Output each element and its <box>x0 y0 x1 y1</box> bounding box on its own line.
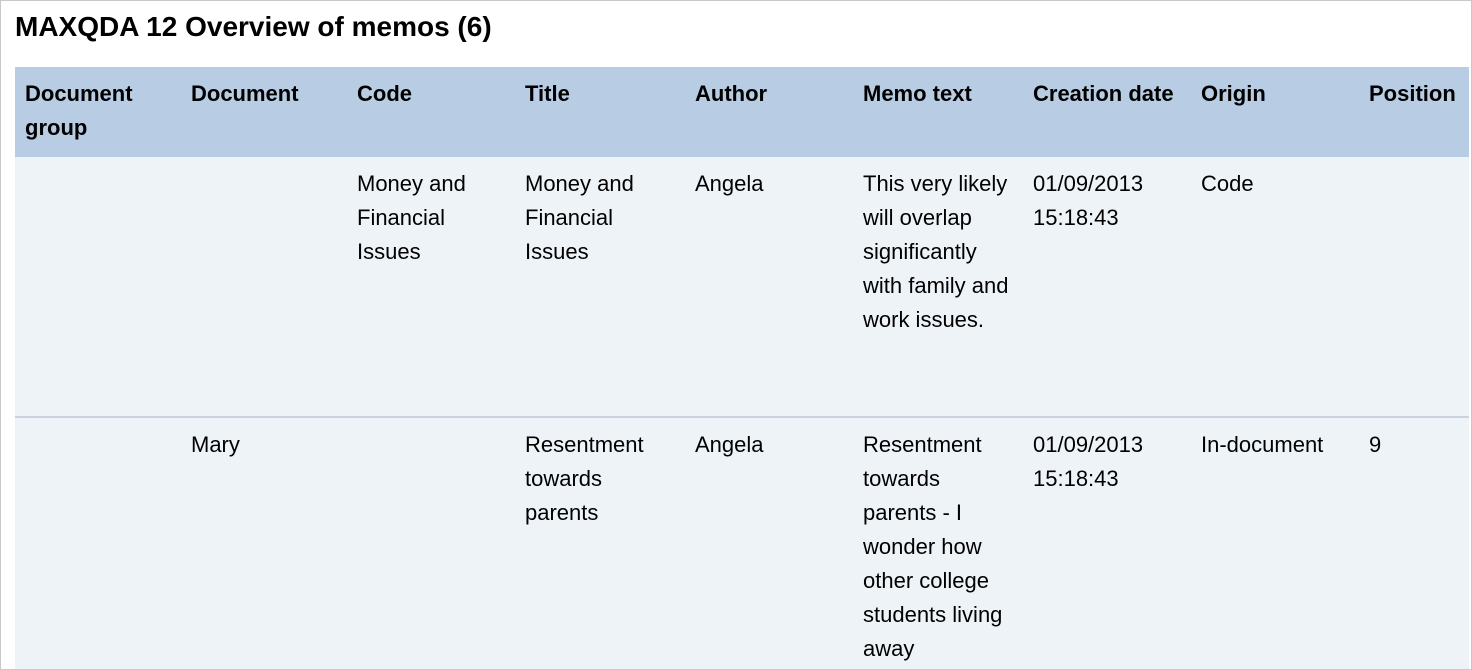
column-header-code[interactable]: Code <box>357 81 412 106</box>
cell-position <box>1359 157 1469 417</box>
column-header-position[interactable]: Position <box>1369 81 1456 106</box>
cell-author: Angela <box>685 157 853 417</box>
column-header-creation-date[interactable]: Creation date <box>1033 81 1174 106</box>
cell-author: Angela <box>695 432 764 457</box>
cell-memo-text: This very likely will overlap significantly with family and work issues. <box>853 157 1023 417</box>
column-header-title[interactable]: Title <box>525 81 570 106</box>
column-header-origin[interactable]: Origin <box>1201 81 1266 106</box>
memo-table-container <box>15 67 1469 670</box>
cell-position: 9 <box>1369 432 1382 457</box>
cell-origin: In-document <box>1201 432 1324 457</box>
cell-document-group <box>15 157 181 417</box>
cell-code: Money and Financial Issues <box>347 157 515 417</box>
column-header-memo-text[interactable]: Memo text <box>863 81 972 106</box>
column-header-document-group[interactable]: Document group <box>25 81 133 140</box>
column-header-document[interactable]: Document <box>191 81 299 106</box>
memo-table <box>15 67 1469 670</box>
cell-creation-date: 01/09/2013 15:18:43 <box>1023 157 1191 417</box>
cell-title: Money and Financial Issues <box>515 157 685 417</box>
table-row[interactable] <box>15 417 1469 670</box>
cell-creation-date: 01/09/2013 15:18:43 <box>1033 432 1144 491</box>
cell-document <box>181 157 347 417</box>
cell-code <box>347 417 515 670</box>
cell-memo-text: Resentment towards parents - I wonder how other college students living away <box>863 432 1003 661</box>
cell-document: Mary <box>191 432 240 457</box>
page-title: MAXQDA 12 Overview of memos (6) <box>15 11 492 42</box>
table-header-row <box>15 67 1469 157</box>
column-header-author[interactable]: Author <box>695 81 768 106</box>
table-row[interactable] <box>15 157 1469 417</box>
cell-title: Resentment towards parents <box>525 432 644 525</box>
cell-origin: Code <box>1191 157 1359 417</box>
cell-document-group <box>15 417 181 670</box>
